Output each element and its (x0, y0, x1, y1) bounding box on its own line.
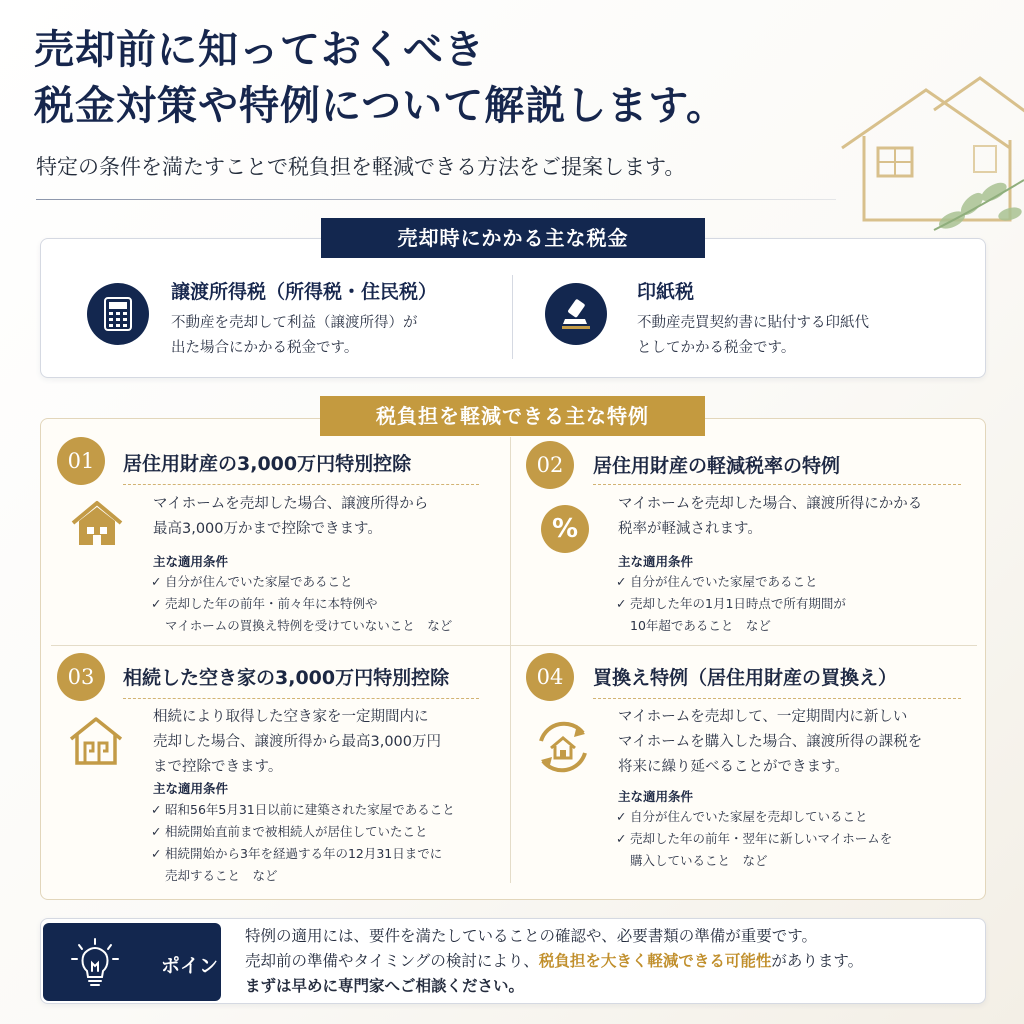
cases-vertical-divider (510, 437, 511, 883)
condition-item (151, 843, 455, 887)
tax-desc-transfer (171, 311, 418, 361)
case-desc-02 (618, 492, 922, 542)
case-desc-line: マイホームを売却して、一定期間内に新しい (618, 709, 908, 725)
conditions-heading-02: 主な適用条件 (618, 554, 694, 569)
taxes-panel (40, 238, 986, 378)
condition-item (151, 821, 455, 843)
taxes-divider (512, 275, 513, 359)
stamp-icon (545, 283, 607, 345)
case-desc-line: マイホームを売却した場合、譲渡所得から (153, 496, 429, 512)
condition-text: ✓ 売却した年の前年・翌年に新しいマイホームを (630, 831, 893, 846)
condition-text: 自分が住んでいた家屋であること (165, 574, 353, 589)
house-exchange-icon (531, 715, 595, 779)
case-desc-line: マイホームを購入した場合、譲渡所得の課税を (618, 734, 923, 750)
calculator-icon (87, 283, 149, 345)
point-line-2 (245, 949, 863, 974)
conditions-list-04 (616, 806, 892, 872)
condition-text: ✓ 売却した年の1月1日時点で所有期間が (630, 596, 846, 611)
case-title-rule (593, 698, 961, 699)
tax-title-stamp: 印紙税 (637, 281, 695, 303)
page-subtitle: 特定の条件を満たすことで税負担を軽減できる方法をご提案します。 (36, 155, 686, 179)
cases-horizontal-divider (51, 645, 977, 646)
case-desc-line: 税率が軽減されます。 (618, 521, 762, 537)
condition-text: 自分が住んでいた家屋を売却していること (630, 809, 868, 824)
case-title-03: 相続した空き家の3,000万円特別控除 (123, 667, 450, 689)
house-illustration (834, 70, 1024, 250)
title-line-1: 売却前に知っておくべき (34, 26, 485, 73)
case-desc-03 (153, 705, 441, 780)
conditions-heading-01: 主な適用条件 (153, 554, 229, 569)
case-number-04: 04 (526, 653, 574, 701)
case-title-rule (123, 484, 479, 485)
percent-icon: % (541, 505, 589, 553)
condition-text: ✓ 売却した年の前年・前々年に本特例や (165, 596, 378, 611)
case-title-01: 居住用財産の3,000万円特別控除 (123, 453, 412, 475)
case-number-03: 03 (57, 653, 105, 701)
case-number-01: 01 (57, 437, 105, 485)
condition-item (616, 806, 892, 828)
vacant-house-icon (67, 715, 125, 767)
tax-desc-line: 不動産を売却して利益（譲渡所得）が (171, 315, 418, 331)
lightbulb-icon (67, 935, 123, 991)
house-icon (69, 499, 125, 549)
tax-desc-line: 出た場合にかかる税金です。 (171, 340, 359, 356)
condition-text: ✓ 相続開始から3年を経過する年の12月31日までに (165, 846, 443, 861)
case-desc-line: 最高3,000万かまで控除できます。 (153, 521, 382, 537)
condition-text: マイホームの買換え特例を受けていないこと など (165, 618, 453, 633)
case-desc-line: 売却した場合、譲渡所得から最高3,000万円 (153, 734, 442, 750)
condition-text: 昭和56年5月31日以前に建築された家屋であること (165, 802, 455, 817)
case-number-02: 02 (526, 441, 574, 489)
case-title-rule (593, 484, 961, 485)
condition-item (616, 571, 846, 593)
point-badge (43, 923, 238, 1001)
case-desc-line: まで控除できます。 (153, 759, 283, 775)
condition-text: 10年超であること など (630, 618, 771, 633)
point-text (245, 924, 863, 999)
case-title-04: 買換え特例（居住用財産の買換え） (593, 667, 898, 689)
condition-text: 購入していること など (630, 853, 768, 868)
condition-item (151, 593, 452, 637)
taxes-section-label: 売却時にかかる主な税金 (321, 218, 705, 258)
condition-item (151, 799, 455, 821)
condition-text: 相続開始直前まで被相続人が居住していたこと (165, 824, 428, 839)
condition-text: 自分が住んでいた家屋であること (630, 574, 818, 589)
case-desc-04 (618, 705, 922, 780)
point-line-2-before: 売却前の準備やタイミングの検討により、 (245, 952, 539, 970)
conditions-list-03 (151, 799, 455, 887)
case-title-02: 居住用財産の軽減税率の特例 (593, 455, 841, 477)
tax-title-transfer: 譲渡所得税（所得税・住民税） (171, 281, 438, 303)
header-divider (36, 199, 836, 200)
point-label: ポイント (161, 955, 238, 977)
conditions-list-01 (151, 571, 452, 637)
case-desc-01 (153, 492, 428, 542)
point-highlight: 税負担を大きく軽減できる可能性 (538, 952, 772, 970)
case-desc-line: 将来に繰り延べることができます。 (618, 759, 849, 775)
case-title-rule (123, 698, 479, 699)
page-title (34, 22, 727, 134)
point-line-3: まずは早めに専門家へご相談ください。 (245, 977, 525, 995)
conditions-heading-03: 主な適用条件 (153, 781, 229, 796)
point-box (40, 918, 986, 1004)
conditions-heading-04: 主な適用条件 (618, 789, 694, 804)
case-desc-line: マイホームを売却した場合、譲渡所得にかかる (618, 496, 923, 512)
cases-panel (40, 418, 986, 900)
title-line-2: 税金対策や特例について解説します。 (34, 82, 727, 129)
tax-desc-line: としてかかる税金です。 (637, 340, 796, 356)
condition-item (616, 828, 892, 872)
condition-item (616, 593, 846, 637)
condition-item (151, 571, 452, 593)
cases-section-label: 税負担を軽減できる主な特例 (320, 396, 705, 436)
condition-text: 売却すること など (165, 868, 278, 883)
conditions-list-02 (616, 571, 846, 637)
case-desc-line: 相続により取得した空き家を一定期間内に (153, 709, 429, 725)
point-line-2-after: があります。 (771, 952, 864, 970)
tax-desc-stamp (637, 311, 869, 361)
tax-desc-line: 不動産売買契約書に貼付する印紙代 (637, 315, 869, 331)
point-line-1: 特例の適用には、要件を満たしていることの確認や、必要書類の準備が重要です。 (245, 927, 817, 945)
